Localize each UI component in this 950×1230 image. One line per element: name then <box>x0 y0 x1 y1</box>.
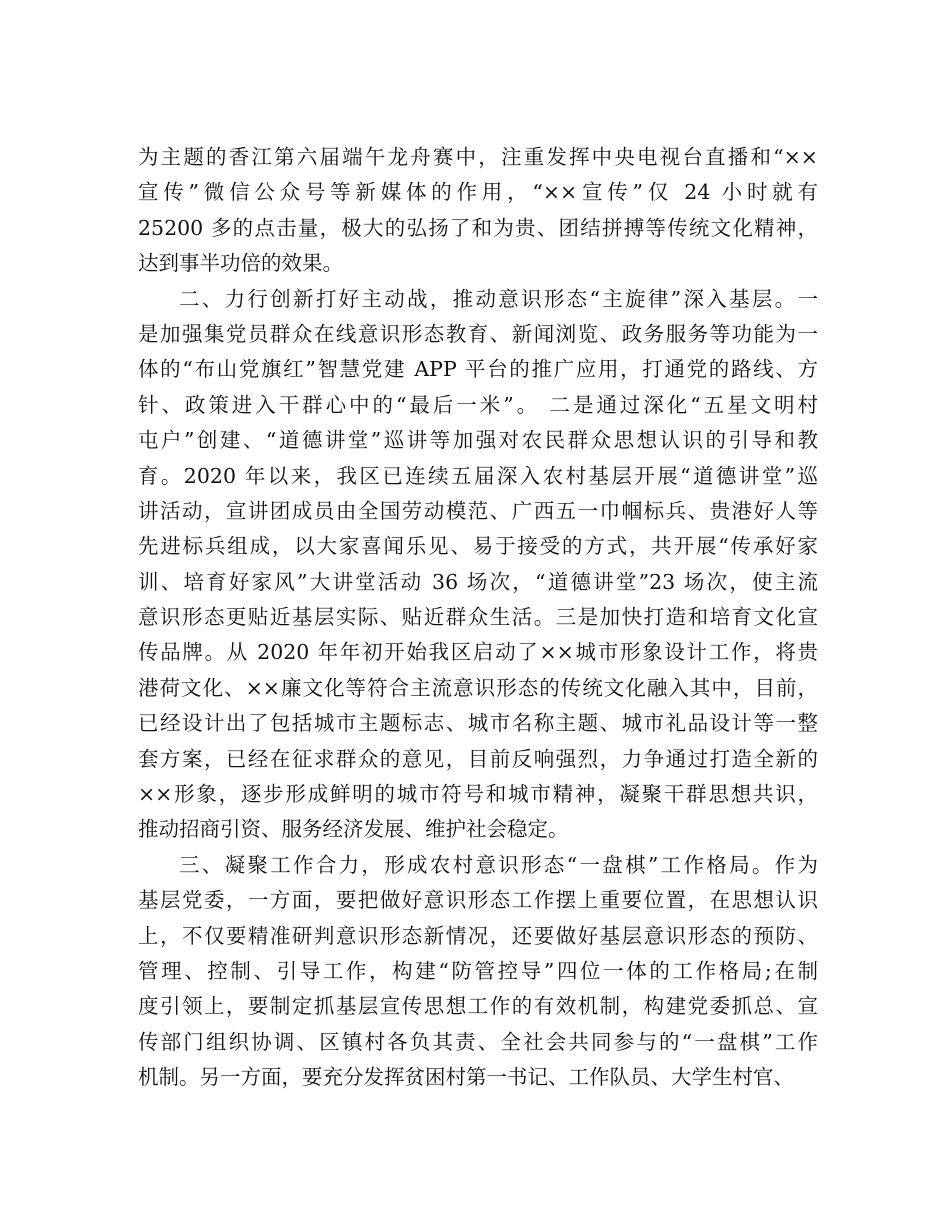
text-line: 达到事半功倍的效果。 <box>138 251 343 276</box>
text-line: 先进标兵组成，以大家喜闻乐见、易于接受的方式，共开展“传承好家 <box>138 534 818 559</box>
text-line: 育。2020 年以来，我区已连续五届深入农村基层开展“道德讲堂”巡 <box>138 463 818 488</box>
text-line: 套方案，已经在征求群众的意见，目前反响强烈，力争通过打造全新的 <box>138 746 818 771</box>
text-line: 推动招商引资、服务经济发展、维护社会稳定。 <box>138 817 569 842</box>
text-line: 度引领上，要制定抓基层宣传思想工作的有效机制，构建党委抓总、宣 <box>138 994 818 1019</box>
text-line: 屯户”创建、“道德讲堂”巡讲等加强对农民群众思想认识的引导和教 <box>138 428 818 453</box>
text-line: 机制。另一方面，要充分发挥贫困村第一书记、工作队员、大学生村官、 <box>138 1065 794 1090</box>
text-line: 25200 多的点击量，极大的弘扬了和为贵、团结拼搏等传统文化精神， <box>138 215 818 240</box>
text-line: 上，不仅要精准研判意识形态新情况，还要做好基层意识形态的预防、 <box>138 923 818 948</box>
text-line: ××形象，逐步形成鲜明的城市符号和城市精神，凝聚干群思想共识， <box>138 782 818 807</box>
paragraph <box>138 140 818 282</box>
text-line: 训、培育好家风”大讲堂活动 36 场次，“道德讲堂”23 场次，使主流 <box>138 569 818 594</box>
text-line: 传部门组织协调、区镇村各负其责、全社会共同参与的“一盘棋”工作 <box>138 1029 818 1054</box>
text-line: 宣传”微信公众号等新媒体的作用，“××宣传”仅 24 小时就有 <box>138 180 818 205</box>
text-line: 体的“布山党旗红”智慧党建 APP 平台的推广应用，打通党的路线、方 <box>138 357 818 382</box>
text-line: 管理、控制、引导工作，构建“防管控导”四位一体的工作格局;在制 <box>138 958 818 983</box>
paragraph <box>138 848 818 1096</box>
text-line: 是加强集党员群众在线意识形态教育、新闻浏览、政务服务等功能为一 <box>138 321 818 346</box>
text-line: 港荷文化、××廉文化等符合主流意识形态的传统文化融入其中，目前， <box>138 675 818 700</box>
text-line: 为主题的香江第六届端午龙舟赛中，注重发挥中央电视台直播和“×× <box>138 145 818 169</box>
text-line: 针、政策进入干群心中的“最后一米”。 二是通过深化“五星文明村 <box>138 392 818 417</box>
text-line: 传品牌。从 2020 年年初开始我区启动了××城市形象设计工作，将贵 <box>138 640 818 665</box>
text-line: 二、力行创新打好主动战，推动意识形态“主旋律”深入基层。一 <box>179 286 818 311</box>
text-line: 意识形态更贴近基层实际、贴近群众生活。三是加快打造和培育文化宣 <box>138 605 818 630</box>
document-body <box>138 140 818 1096</box>
text-line: 已经设计出了包括城市主题标志、城市名称主题、城市礼品设计等一整 <box>138 711 818 736</box>
text-line: 三、凝聚工作合力，形成农村意识形态“一盘棋”工作格局。作为 <box>179 852 818 877</box>
text-line: 讲活动，宣讲团成员由全国劳动模范、广西五一巾帼标兵、贵港好人等 <box>138 498 818 523</box>
paragraph <box>138 282 818 848</box>
text-line: 基层党委，一方面，要把做好意识形态工作摆上重要位置，在思想认识 <box>138 888 818 913</box>
